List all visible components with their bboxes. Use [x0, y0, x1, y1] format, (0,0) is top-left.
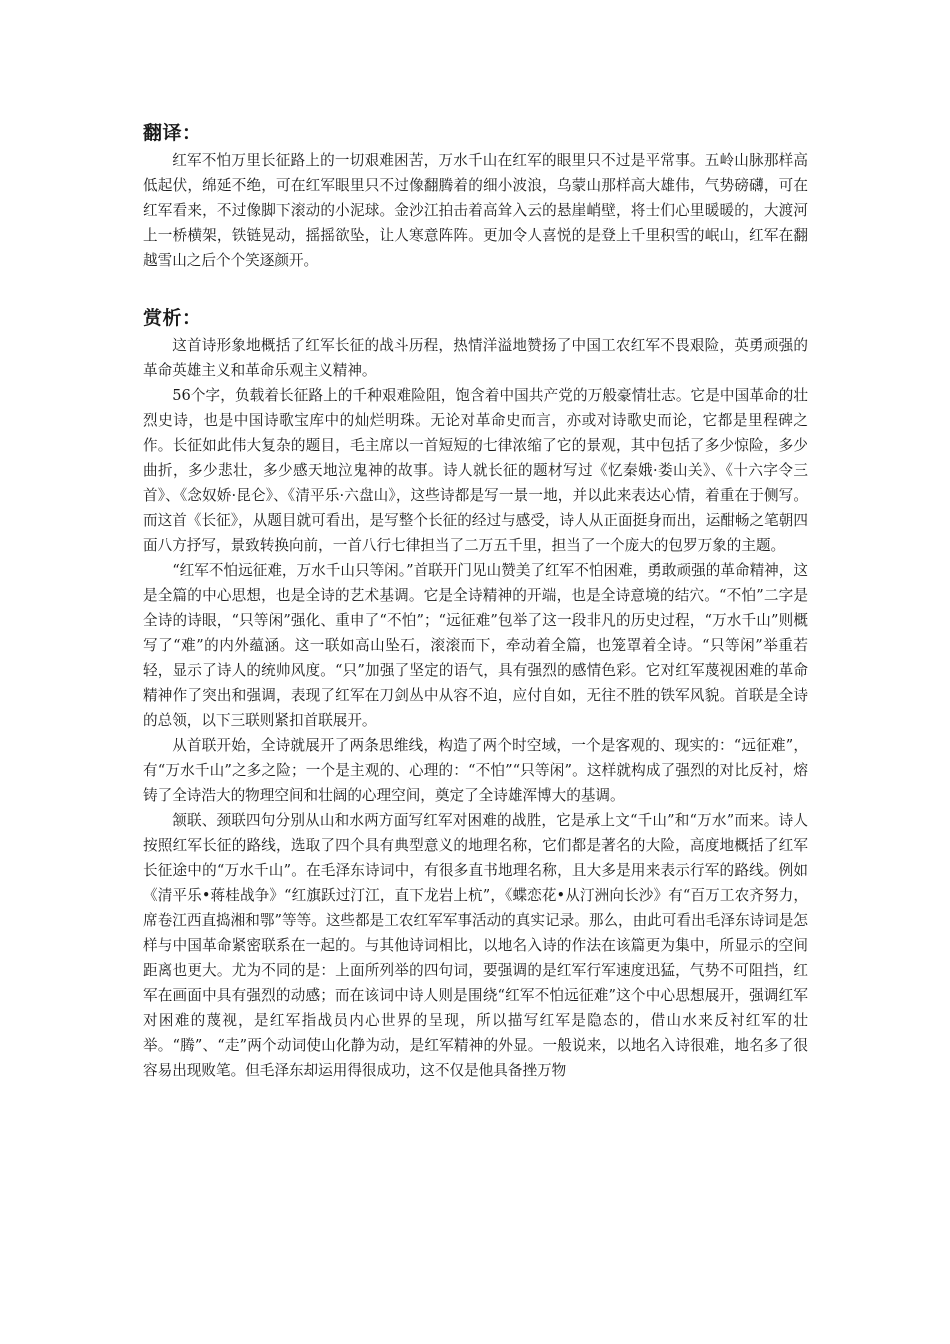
- document-body: [143, 118, 808, 1083]
- appreciation-paragraph-5: 颔联、颈联四句分别从山和水两方面写红军对困难的战胜，它是承上文“千山”和“万水”而来。诗人按照红军长征的路线，选取了四个具有典型意义的地理名称，它们都是著名的大险，高度地概括了红军长征途中的“万水千山”。在毛泽东诗词中，有很多直书地理名称，且大多是用来表示行军的路线。例如《清平乐•蒋桂战争》“红旗跃过汀江，直下龙岩上杭”，《蝶恋花•从汀洲向长沙》有“百万工农齐努力，席卷江西直捣湘和鄂”等等。这些都是工农红军军事活动的真实记录。那么，由此可看出毛泽东诗词是怎样与中国革命紧密联系在一起的。与其他诗词相比，以地名入诗的作法在该篇更为集中，所显示的空间距离也更大。尤为不同的是：上面所列举的四句词，要强调的是红军行军速度迅猛，气势不可阻挡，红军在画面中具有强烈的动感；而在该词中诗人则是围绕“红军不怕远征难”这个中心思想展开，强调红军对困难的蔑视，是红军指战员内心世界的呈现，所以描写红军是隐态的，借山水来反衬红军的壮举。“腾”、“走”两个动词使山化静为动，是红军精神的外显。一般说来，以地名入诗很难，地名多了很容易出现败笔。但毛泽东却运用得很成功，这不仅是他具备挫万物: [143, 812, 808, 1079]
- appreciation-paragraph-4: 从首联开始，全诗就展开了两条思维线，构造了两个时空域，一个是客观的、现实的：“远征难”，有“万水千山”之多之险；一个是主观的、心理的：“不怕”“只等闲”。这样就构成了强烈的对比反衬，熔铸了全诗浩大的物理空间和壮阔的心理空间，奠定了全诗雄浑博大的基调。: [143, 737, 808, 804]
- appreciation-paragraph-2: 56个字，负载着长征路上的千种艰难险阻，饱含着中国共产党的万般豪情壮志。它是中国革命的壮烈史诗，也是中国诗歌宝库中的灿烂明珠。无论对革命史而言，亦或对诗歌史而论，它都是里程碑之作。长征如此伟大复杂的题目，毛主席以一首短短的七律浓缩了它的景观，其中包括了多少惊险，多少曲折，多少悲壮，多少感天地泣鬼神的故事。诗人就长征的题材写过《忆秦娥·娄山关》、《十六字令三首》、《念奴娇·昆仑》、《清平乐·六盘山》，这些诗都是写一景一地，并以此来表达心情，着重在于侧写。而这首《长征》，从题目就可看出，是写整个长征的经过与感受，诗人从正面挺身而出，运酣畅之笔朝四面八方抒写，景致转换向前，一首八行七律担当了二万五千里，担当了一个庞大的包罗万象的主题。: [143, 387, 808, 554]
- appreciation-heading: 赏析：: [143, 307, 202, 329]
- translation-paragraph: 红军不怕万里长征路上的一切艰难困苦，万水千山在红军的眼里只不过是平常事。五岭山脉那样高低起伏，绵延不绝，可在红军眼里只不过像翻腾着的细小波浪，乌蒙山那样高大雄伟，气势磅礴，可在红军看来，不过像脚下滚动的小泥球。金沙江拍击着高耸入云的悬崖峭壁，将士们心里暖暖的，大渡河上一桥横架，铁链晃动，摇摇欲坠，让人寒意阵阵。更加令人喜悦的是登上千里积雪的岷山，红军在翻越雪山之后个个笑逐颜开。: [143, 152, 808, 269]
- appreciation-paragraph-1: 这首诗形象地概括了红军长征的战斗历程，热情洋溢地赞扬了中国工农红军不畏艰险，英勇顽强的革命英雄主义和革命乐观主义精神。: [143, 337, 808, 379]
- translation-heading: 翻译：: [143, 122, 202, 144]
- appreciation-paragraph-3: “红军不怕远征难，万水千山只等闲。”首联开门见山赞美了红军不怕困难，勇敢顽强的革命精神，这是全篇的中心思想，也是全诗的艺术基调。它是全诗精神的开端，也是全诗意境的结穴。“不怕”二字是全诗的诗眼，“只等闲”强化、重申了“不怕”；“远征难”包举了这一段非凡的历史过程，“万水千山”则概写了“难”的内外蕴涵。这一联如高山坠石，滚滚而下，牵动着全篇，也笼罩着全诗。“只等闲”举重若轻，显示了诗人的统帅风度。“只”加强了坚定的语气，具有强烈的感情色彩。它对红军蔑视困难的革命精神作了突出和强调，表现了红军在刀剑丛中从容不迫，应付自如，无往不胜的铁军风貌。首联是全诗的总领，以下三联则紧扣首联展开。: [143, 562, 808, 729]
